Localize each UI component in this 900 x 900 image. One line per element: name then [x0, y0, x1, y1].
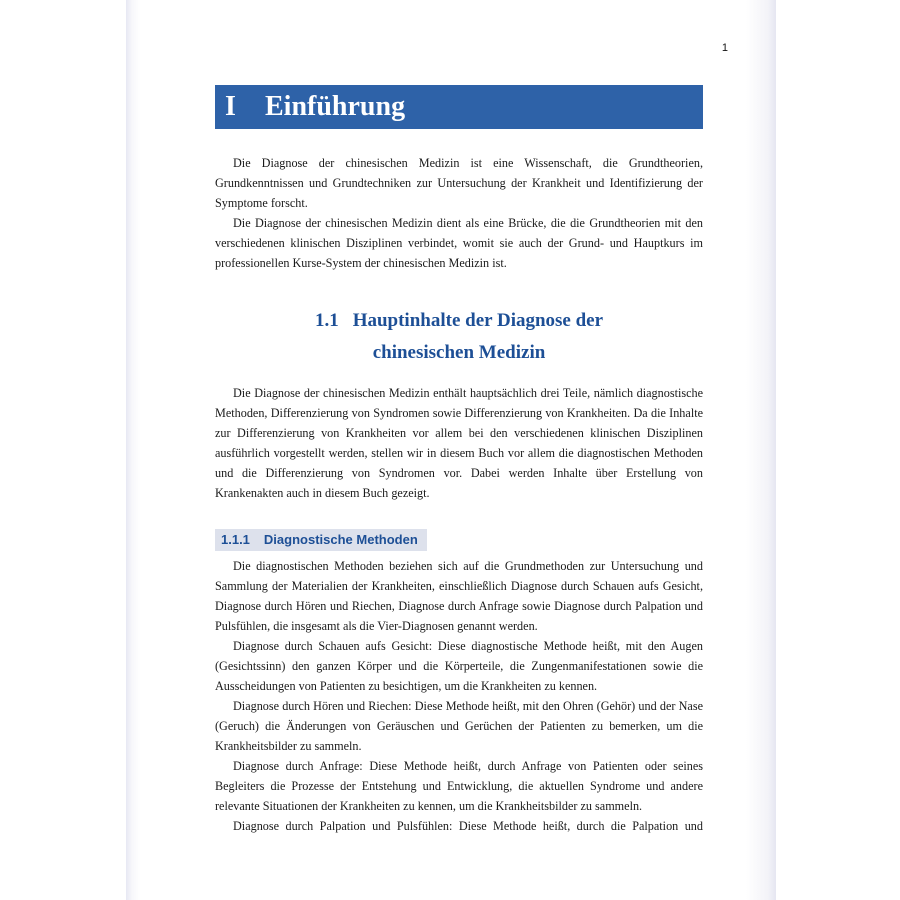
- section-title-line1: Hauptinhalte der Diagnose der: [352, 310, 604, 331]
- subsection-title: Diagnostische Methoden: [263, 532, 418, 547]
- section-heading: [215, 305, 703, 369]
- section-paragraph: Die Diagnose der chinesischen Medizin enthält hauptsächlich drei Teile, nämlich diagnostische Methoden, Differenzierung von Syndromen sowie Differenzierung von Krankheiten. Da die Inhalte zur Differenzierung von Krankheiten vor allem bei den verschiedenen klinischen Disziplinen ausführlich vorgestellt werden, stellen wir in diesem Buch vor allem die diagnostischen Methoden und die Differenzierung von Syndromen vor. Dabei werden Inhalte über Erstellung von Krankenakten auch in diesem Buch gezeigt.: [215, 386, 703, 500]
- body-paragraph: Diagnose durch Palpation und Pulsfühlen: Diese Methode heißt, durch die Palpation und: [233, 819, 703, 833]
- body-paragraph: Diagnose durch Schauen aufs Gesicht: Diese diagnostische Methode heißt, mit den Augen (Gesichtssinn) den ganzen Körper und die Körperteile, die Zungenmanifestationen sowie die Ausscheidungen von Patienten zu besichtigen, um die Krankheiten zu kennen.: [215, 639, 703, 693]
- section-title-line2: chinesischen Medizin: [372, 342, 546, 363]
- body-paragraph: Diagnose durch Anfrage: Diese Methode heißt, durch Anfrage von Patienten oder seines Begleiters die Prozesse der Entstehung und Entwicklung, die aktuellen Syndrome und andere relevante Situationen der Krankheiten zu kennen, um die Krankheitsbilder zu sammeln.: [215, 759, 703, 813]
- intro-paragraph: Die Diagnose der chinesischen Medizin ist eine Wissenschaft, die Grundtheorien, Grundkenntnissen und Grundtechniken zur Untersuchung der Krankheit und Identifizierung der Symptome forscht.: [215, 156, 703, 210]
- chapter-title: Einführung: [265, 91, 406, 122]
- chapter-number: I: [225, 91, 236, 122]
- intro-paragraph: Die Diagnose der chinesischen Medizin dient als eine Brücke, die die Grundtheorien mit den verschiedenen klinischen Disziplinen verbindet, womit sie auch der Grund- und Hauptkurs im professionellen Kurse-System der chinesischen Medizin ist.: [215, 216, 703, 270]
- chapter-heading: [215, 85, 703, 129]
- subsection-number: 1.1.1: [221, 532, 250, 547]
- page-number: 1: [721, 42, 728, 54]
- section-number: 1.1: [314, 310, 339, 331]
- subsection-heading: [215, 529, 427, 551]
- body-paragraph: Die diagnostischen Methoden beziehen sich auf die Grundmethoden zur Untersuchung und Sammlung der Materialien der Krankheiten, einschließlich Diagnose durch Schauen aufs Gesicht, Diagnose durch Hören und Riechen, Diagnose durch Anfrage sowie Diagnose durch Palpation und Pulsfühlen, die insgesamt als die Vier-Diagnosen genannt werden.: [215, 559, 703, 633]
- body-paragraph: Diagnose durch Hören und Riechen: Diese Methode heißt, mit den Ohren (Gehör) und der Nase (Geruch) die Änderungen von Geräuschen und Gerüchen der Patienten zu bemerken, um die Krankheitsbilder zu sammeln.: [215, 699, 703, 753]
